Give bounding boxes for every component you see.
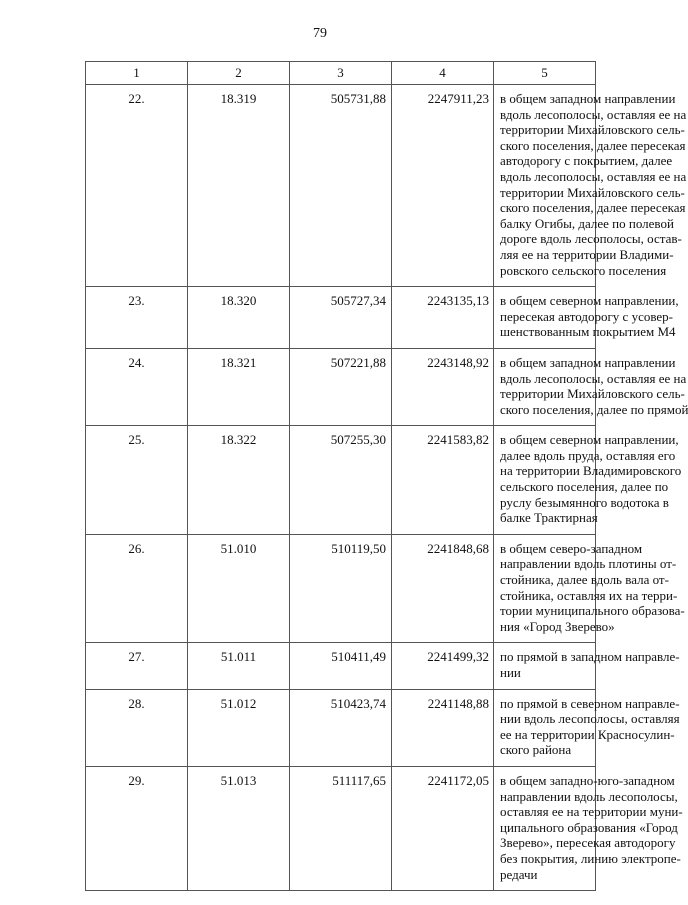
boundary-description-cell: [494, 426, 682, 535]
description-line: нии вдоль лесополосы, оставляя: [500, 711, 680, 727]
table-row: [86, 85, 596, 287]
description-line: Зверево», пересекая автодорогу: [500, 835, 676, 851]
row-number-cell: 26.: [86, 534, 188, 643]
description-line: ципального образования «Город: [500, 819, 678, 835]
boundary-description-cell: [494, 643, 680, 689]
y-coordinate-cell: 2241583,82: [392, 426, 494, 535]
table-header-row: [86, 62, 596, 85]
table-row: [86, 426, 596, 535]
table-row: [86, 643, 596, 689]
description-line: шенствованным покрытием М4: [500, 324, 676, 340]
table-row: [86, 534, 596, 643]
description-line: направлении вдоль плотины от-: [500, 556, 677, 572]
description-line: в общем северном направлении,: [500, 432, 679, 448]
description-line: ского поселения, далее пересекая: [500, 137, 686, 153]
boundary-description-cell: [494, 689, 680, 766]
y-coordinate-cell: 2243148,92: [392, 348, 494, 425]
description-line: по прямой в северном направле-: [500, 695, 680, 711]
column-header: 2: [188, 62, 290, 85]
row-number-cell: 27.: [86, 643, 188, 689]
x-coordinate-cell: 510119,50: [290, 534, 392, 643]
description-line: в общем западном направлении: [500, 354, 676, 370]
point-id-cell: 18.322: [188, 426, 290, 535]
description-line: дороге вдоль лесополосы, остав-: [500, 231, 682, 247]
description-line: тории муниципального образова-: [500, 603, 685, 619]
x-coordinate-cell: 510411,49: [290, 643, 392, 689]
description-line: вдоль лесополосы, оставляя ее на: [500, 106, 687, 122]
description-line: руслу безымянного водотока в: [500, 494, 669, 510]
description-line: оставляя ее на территории муни-: [500, 804, 683, 820]
column-header: 5: [494, 62, 596, 85]
row-number-cell: 28.: [86, 689, 188, 766]
x-coordinate-cell: 510423,74: [290, 689, 392, 766]
description-line: на территории Владимировского: [500, 463, 682, 479]
column-header: 1: [86, 62, 188, 85]
row-number-cell: 22.: [86, 85, 188, 287]
x-coordinate-cell: 505727,34: [290, 287, 392, 349]
x-coordinate-cell: 505731,88: [290, 85, 392, 287]
description-line: сельского поселения, далее по: [500, 479, 669, 495]
row-number-cell: 24.: [86, 348, 188, 425]
description-line: стойника, оставляя их на терри-: [500, 587, 678, 603]
column-header: 4: [392, 62, 494, 85]
description-line: ровского сельского поселения: [500, 262, 667, 278]
row-number-cell: 23.: [86, 287, 188, 349]
description-line: территории Михайловского сель-: [500, 122, 685, 138]
description-line: ского поселения, далее по прямой: [500, 401, 688, 417]
description-line: направлении вдоль лесополосы,: [500, 788, 678, 804]
point-id-cell: 51.010: [188, 534, 290, 643]
description-line: балку Огибы, далее по полевой: [500, 215, 674, 231]
table-row: [86, 689, 596, 766]
x-coordinate-cell: 507255,30: [290, 426, 392, 535]
point-id-cell: 18.320: [188, 287, 290, 349]
x-coordinate-cell: 507221,88: [290, 348, 392, 425]
boundary-description-cell: [494, 287, 679, 349]
column-header: 3: [290, 62, 392, 85]
y-coordinate-cell: 2247911,23: [392, 85, 494, 287]
description-line: в общем северном направлении,: [500, 293, 679, 309]
description-line: далее вдоль пруда, оставляя его: [500, 447, 676, 463]
point-id-cell: 18.319: [188, 85, 290, 287]
point-id-cell: 51.013: [188, 766, 290, 890]
y-coordinate-cell: 2241499,32: [392, 643, 494, 689]
table-body: [86, 85, 688, 891]
description-line: ского поселения, далее пересекая: [500, 200, 686, 216]
description-line: без покрытия, линию электропе-: [500, 850, 681, 866]
boundary-description-cell: [494, 348, 688, 425]
description-line: автодорогу с покрытием, далее: [500, 153, 673, 169]
description-line: территории Михайловского сель-: [500, 386, 685, 402]
row-number-cell: 29.: [86, 766, 188, 890]
description-line: вдоль лесополосы, оставляя ее на: [500, 370, 687, 386]
row-number-cell: 25.: [86, 426, 188, 535]
description-line: в общем северо-западном: [500, 540, 643, 556]
point-id-cell: 18.321: [188, 348, 290, 425]
description-line: вдоль лесополосы, оставляя ее на: [500, 168, 687, 184]
description-line: редачи: [500, 866, 538, 882]
boundary-table: [85, 61, 688, 891]
description-line: балке Трактирная: [500, 510, 598, 526]
description-line: ского района: [500, 742, 572, 758]
description-line: в общем западно-юго-западном: [500, 772, 675, 788]
description-line: ее на территории Красносулин-: [500, 726, 675, 742]
y-coordinate-cell: 2241172,05: [392, 766, 494, 890]
table-row: [86, 348, 596, 425]
description-line: территории Михайловского сель-: [500, 184, 685, 200]
description-line: в общем западном направлении: [500, 91, 676, 106]
y-coordinate-cell: 2241848,68: [392, 534, 494, 643]
x-coordinate-cell: 511117,65: [290, 766, 392, 890]
y-coordinate-cell: 2241148,88: [392, 689, 494, 766]
y-coordinate-cell: 2243135,13: [392, 287, 494, 349]
description-line: по прямой в западном направле-: [500, 649, 680, 665]
table-row: [86, 766, 596, 890]
point-id-cell: 51.011: [188, 643, 290, 689]
description-line: стойника, далее вдоль вала от-: [500, 572, 669, 588]
description-line: пересекая автодорогу с усовер-: [500, 308, 674, 324]
page-number: 79: [313, 26, 327, 41]
boundary-description-cell: [494, 766, 683, 890]
description-line: ния «Город Зверево»: [500, 618, 615, 634]
boundary-description-cell: [494, 534, 685, 643]
table-row: [86, 287, 596, 349]
point-id-cell: 51.012: [188, 689, 290, 766]
description-line: нии: [500, 665, 521, 680]
boundary-description-cell: [494, 85, 687, 287]
description-line: ляя ее на территории Владими-: [500, 246, 674, 262]
